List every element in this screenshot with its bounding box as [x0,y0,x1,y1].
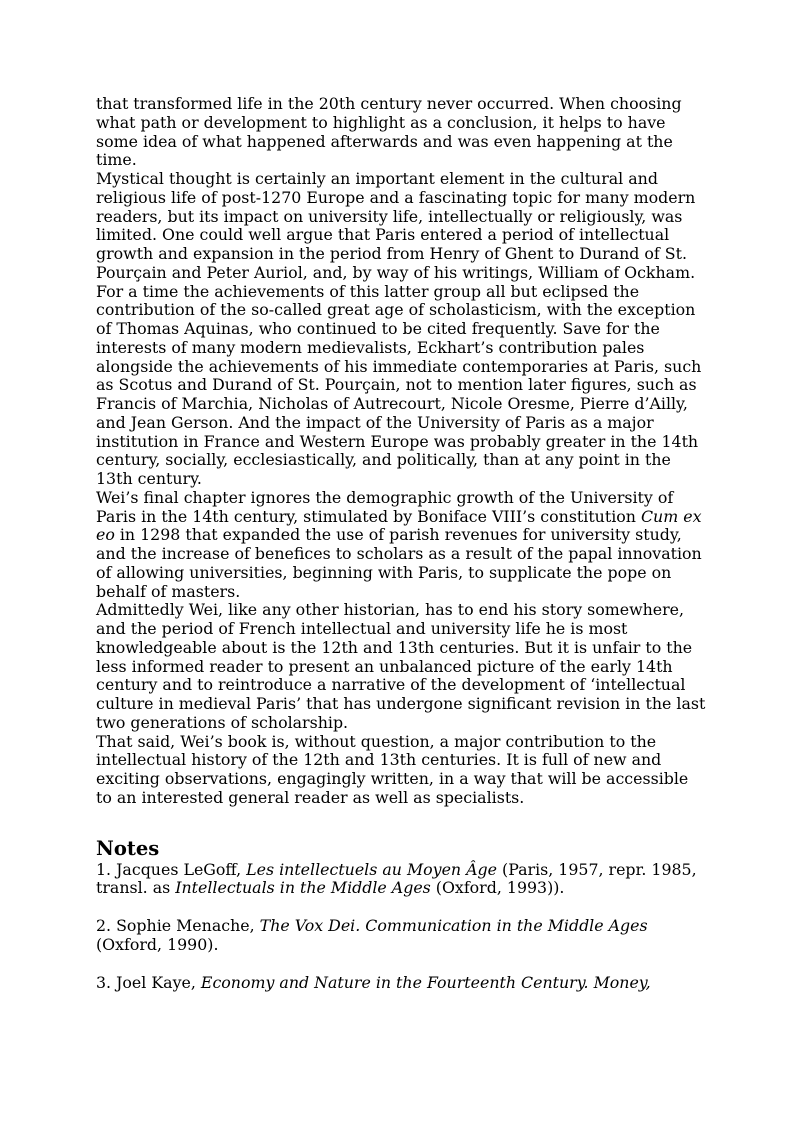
note-text: 3. Joel Kaye, [96,972,201,992]
note-italic-title: Les intellectuels au Moyen Âge [246,859,498,879]
paragraph-text: That said, Wei’s book is, without question, a major contribution to the intellectual history of the 12th and 13th centuries. It is full of new and exciting observations, engagingly written, in a way that will be accessible to an interested general reader as well as specialists. [96,731,689,807]
paragraph-text: in 1298 that expanded the use of parish revenues for university study, and the increase of benefices to scholars as a result of the papal innovation of allowing universities, beginning with Paris, to supplicate the pope on behalf of masters. [96,525,702,601]
body-paragraph-1 [96,95,708,170]
note-item-2 [96,917,708,955]
paragraph-text: Admittedly Wei, like any other historian, has to end his story somewhere, and the period of French intellectual and university life he is most knowledgeable about is the 12th and 13th centuries. But it is unfair to the less informed reader to present an unbalanced picture of the early 14th century and to reintroduce a narrative of the development of ‘intellectual culture in medieval Paris’ that has undergone significant revision in the last two generations of scholarship. [96,600,706,732]
document-page [96,95,708,1011]
body-paragraph-3 [96,489,708,602]
notes-heading: Notes [96,836,160,860]
note-text: 2. Sophie Menache, [96,916,260,935]
note-item-3 [96,974,708,993]
body-paragraph-4 [96,601,708,732]
paragraph-text: Wei’s final chapter ignores the demographic growth of the University of Paris in the 14th century, stimulated by Boniface VIII’s constitution [96,487,674,526]
body-paragraph-5 [96,733,708,808]
note-text: (Oxford, 1993)). [430,878,565,898]
note-item-1 [96,861,708,899]
note-text: (Paris, 1957, repr. 1985, transl. as [96,859,697,898]
body-paragraph-2 [96,170,708,489]
note-italic-title: The Vox Dei. Communication in the Middle Ages [259,916,648,935]
paragraph-text: Mystical thought is certainly an important element in the cultural and religious life of post-1270 Europe and a fascinating topic for many modern readers, but its impact on university life, intellectually or religiously, was limited. One could well argue that Paris entered a period of intellectual growth and expansion in the period from Henry of Ghent to Durand of St. Pourçain and Peter Auriol, and, by way of his writings, William of Ockham. For a time the achievements of this latter group all but eclipsed the contribution of the so-called great age of scholasticism, with the exception of Thomas Aquinas, who continued to be cited frequently. Save for the interests of many modern medievalists, Eckhart’s contribution pales alongside the achievements of his immediate contemporaries at Paris, such as Scotus and Durand of St. Pourçain, not to mention later figures, such as Francis of Marchia, Nicholas of Autrecourt, Nicole Oresme, Pierre d’Ailly, and Jean Gerson. And the impact of the University of Paris as a major institution in France and Western Europe was probably greater in the 14th century, socially, ecclesiastically, and politically, than at any point in the 13th century. [96,169,702,488]
note-italic-title: Economy and Nature in the Fourteenth Century. Money, [200,972,651,992]
note-italic-title: Intellectuals in the Middle Ages [175,878,431,898]
note-text: (Oxford, 1990). [96,934,219,954]
italic-title-cum-ex-eo: Cum ex eo [96,506,702,545]
paragraph-text: that transformed life in the 20th century never occurred. When choosing what path or development to highlight as a conclusion, it helps to have some idea of what happened afterwards and was even happening at the time. [96,94,682,170]
note-text: 1. Jacques LeGoff, [96,859,247,879]
